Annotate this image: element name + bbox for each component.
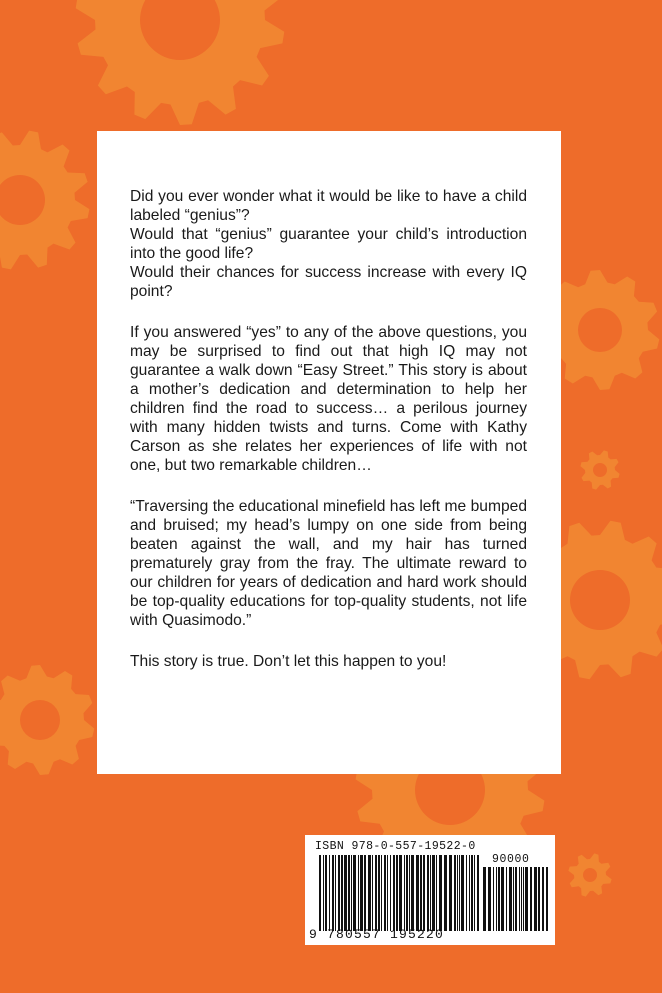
barcode-bar (474, 855, 475, 931)
barcode-bar (506, 867, 507, 931)
barcode-bar (393, 855, 395, 931)
barcode-bar (416, 855, 419, 931)
barcode-bar (498, 867, 500, 931)
blurb-line: Would that “genius” guarantee your child’s introduction into the good life? (130, 226, 527, 262)
barcode-bar (344, 855, 347, 931)
barcode-bar (375, 855, 377, 931)
barcode-bar (457, 855, 458, 931)
barcode-bar (546, 867, 548, 931)
blurb-panel (97, 131, 561, 774)
barcode-bar (420, 855, 422, 931)
barcode-bar (329, 855, 330, 931)
barcode-bar (406, 855, 408, 931)
barcode-bar (444, 855, 447, 931)
addon-bars (483, 867, 549, 931)
barcode-bar (332, 855, 334, 931)
barcode-bar (439, 855, 442, 931)
barcode-bar (496, 867, 497, 931)
ean-digits: 9 780557 195220 (309, 927, 445, 942)
barcode-bar (372, 855, 373, 931)
isbn-label: ISBN 978-0-557-19522-0 (315, 840, 476, 853)
barcode-bar (341, 855, 343, 931)
barcode-bar (493, 867, 494, 931)
barcode-bar (471, 855, 473, 931)
barcode-bar (390, 855, 391, 931)
price-code: 90000 (492, 853, 530, 866)
barcode-bar (461, 855, 464, 931)
barcode-bar (378, 855, 380, 931)
barcode-bar (387, 855, 388, 931)
gear-icon (0, 665, 94, 775)
blurb-line: This story is true. Don’t let this happen to you! (130, 653, 447, 670)
barcode-bar (436, 855, 437, 931)
blurb-paragraph (130, 187, 527, 301)
barcode-bar (449, 855, 452, 931)
barcode-bar (396, 855, 398, 931)
barcode-bar (454, 855, 456, 931)
gear-icon (76, 0, 285, 125)
blurb-paragraph (130, 323, 527, 475)
barcode-bar (338, 855, 340, 931)
blurb-line: “Traversing the educational minefield has left me bumped and bruised; my head’s lumpy on one side from being beaten against the wall, and my hair has turned prematurely gray from the fray. The ultimate reward to our children for years of dedication and hard work should be top-quality educations for top-quality students, not life with Quasimodo.” (130, 498, 527, 629)
barcode-bar (483, 867, 486, 931)
barcode-bar (459, 855, 460, 931)
barcode-bar (432, 855, 435, 931)
barcode-bar (335, 855, 336, 931)
barcode-bar (515, 867, 517, 931)
blurb-paragraph (130, 497, 527, 630)
barcode-bar (323, 855, 324, 931)
barcode-bar (411, 855, 414, 931)
barcode-bar (399, 855, 402, 931)
gear-icon (568, 853, 611, 896)
barcode-bar (488, 867, 491, 931)
barcode-bar (358, 855, 359, 931)
barcode-bar (519, 867, 520, 931)
barcode-bar (430, 855, 431, 931)
barcode-bar (534, 867, 537, 931)
barcode-bar (319, 855, 321, 931)
barcode-bar (404, 855, 405, 931)
barcode-bar (523, 867, 524, 931)
barcode-bar (466, 855, 467, 931)
ean-bars (319, 855, 479, 931)
barcode-bar (353, 855, 356, 931)
barcode-bar (513, 867, 514, 931)
barcode-bar (530, 867, 532, 931)
barcode-bar (325, 855, 327, 931)
blurb-paragraph (130, 652, 527, 671)
barcode-bar (381, 855, 382, 931)
barcode-bar (538, 867, 540, 931)
barcode-bar (501, 867, 504, 931)
blurb-line: Would their chances for success increase with every IQ point? (130, 264, 527, 300)
barcode-bar (409, 855, 410, 931)
blurb-text (130, 187, 527, 671)
isbn-barcode (305, 835, 555, 945)
barcode-bar (542, 867, 544, 931)
barcode-bar (384, 855, 386, 931)
barcode-bar (360, 855, 363, 931)
blurb-line: Did you ever wonder what it would be like to have a child labeled “genius”? (130, 188, 527, 224)
barcode-bar (351, 855, 352, 931)
barcode-bar (521, 867, 522, 931)
barcode-bar (364, 855, 366, 931)
barcode-bar (427, 855, 429, 931)
barcode-bar (525, 867, 528, 931)
gear-icon (580, 450, 619, 489)
barcode-bar (509, 867, 512, 931)
barcode-bar (348, 855, 350, 931)
barcode-bar (368, 855, 371, 931)
barcode-bar (469, 855, 470, 931)
gear-icon (0, 131, 89, 270)
barcode-bar (423, 855, 425, 931)
blurb-line: If you answered “yes” to any of the above questions, you may be surprised to find out that high IQ may not guarantee a walk down “Easy Street.” This story is about a mother’s dedication and determination to help her children find the road to success… a perilous journey with many hidden twists and turns. Come with Kathy Carson as she relates her experiences of life with not one, but two remarkable children… (130, 324, 527, 474)
barcode-bar (477, 855, 479, 931)
